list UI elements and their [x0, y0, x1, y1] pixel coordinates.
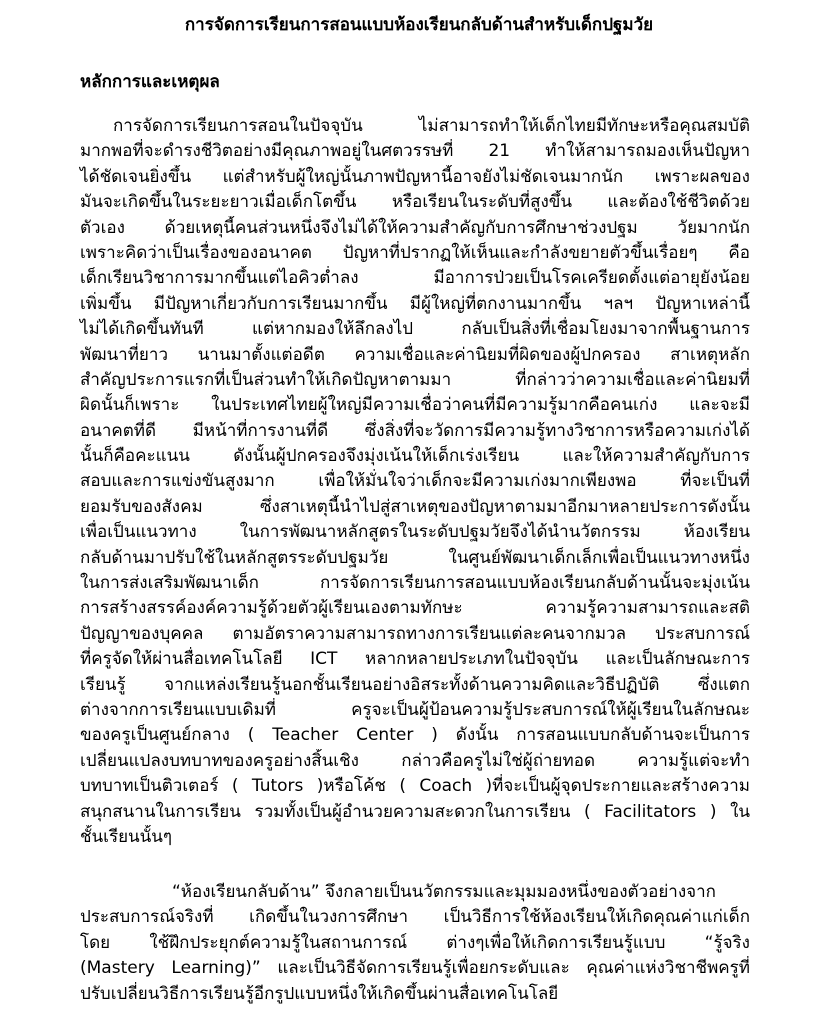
text-line: โดย ใช้ฝึกประยุกต์ความรู้ในสถานการณ์ ต่างๆเพื่อให้เกิดการเรียนรู้แบบ “รู้จริง — [80, 932, 750, 953]
text-line: เพื่อเป็นแนวทาง ในการพัฒนาหลักสูตรในระดับปฐมวัยจึงได้นำนวัตกรรม ห้องเรียน — [80, 522, 750, 543]
document-title: การจัดการเรียนการสอนแบบห้องเรียนกลับด้านสำหรับเด็กปฐมวัย — [184, 15, 654, 35]
text-line: สำคัญประการแรกที่เป็นส่วนทำให้เกิดปัญหาตามมา ที่กล่าวว่าความเชื่อและค่านิยมที่ — [80, 369, 750, 390]
text-line: สอบและการแข่งขันสูงมาก เพื่อให้มั่นใจว่าเด็กจะมีความเก่งมากเพียงพอ ที่จะเป็นที่ — [80, 471, 750, 492]
text-line: ได้ชัดเจนยิ่งขึ้น แต่สำหรับผู้ใหญ่นั้นภาพปัญหานี้อาจยังไม่ชัดเจนมากนัก เพราะผลของ — [80, 166, 750, 187]
text-line: เรียนรู้ จากแหล่งเรียนรู้นอกชั้นเรียนอย่างอิสระทั้งด้านความคิดและวิธีปฏิบัติ ซึ่งแตก — [80, 674, 750, 695]
text-line: ไม่ได้เกิดขึ้นทันที แต่หากมองให้ลึกลงไป กลับเป็นสิ่งที่เชื่อมโยงมาจากพื้นฐานการ — [80, 319, 750, 340]
text-line: อนาคตที่ดี มีหน้าที่การงานที่ดี ซึ่งสิ่งที่จะวัดการมีความรู้ทางวิชาการหรือความเก่งได้ — [80, 420, 750, 441]
text-line: (Mastery Learning)” และเป็นวิธีจัดการเรียนรู้เพื่อยกระดับและ คุณค่าแห่งวิชาชีพครูที่ — [80, 958, 750, 979]
text-line: ในการส่งเสริมพัฒนาเด็ก การจัดการเรียนการสอนแบบห้องเรียนกลับด้านนั้นจะมุ่งเน้น — [80, 573, 750, 594]
text-line: ตัวเอง ด้วยเหตุนี้คนส่วนหนึ่งจึงไม่ได้ให้ความสำคัญกับการศึกษาช่วงปฐม วัยมากนัก — [80, 217, 750, 238]
paragraph-2 — [0, 880, 838, 1007]
paragraph-1 — [0, 114, 838, 850]
text-line: ประสบการณ์จริงที่ เกิดขึ้นในวงการศึกษา เป็นวิธีการใช้ห้องเรียนให้เกิดคุณค่าแก่เด็ก — [80, 907, 750, 928]
text-line: เด็กเรียนวิชาการมากขึ้นแต่ไอคิวต่ำลง มีอาการป่วยเป็นโรคเครียดตั้งแต่อายุยังน้อย — [80, 268, 750, 289]
text-line: ของครูเป็นศูนย์กลาง ( Teacher Center ) ดังนั้น การสอนแบบกลับด้านจะเป็นการ — [80, 725, 750, 746]
text-line: เปลี่ยนแปลงบทบาทของครูอย่างสิ้นเชิง กล่าวคือครูไม่ใช่ผู้ถ่ายทอด ความรู้แต่จะทำ — [80, 750, 750, 771]
text-line: ปัญญาของบุคคล ตามอัตราความสามารถทางการเรียนแต่ละคนจากมวล ประสบการณ์ — [80, 623, 750, 644]
text-line: ปรับเปลี่ยนวิธีการเรียนรู้อีกรูปแบบหนึ่งให้เกิดขึ้นผ่านสื่อเทคโนโลยี — [80, 983, 559, 1004]
text-line: การจัดการเรียนการสอนในปัจจุบัน ไม่สามารถทำให้เด็กไทยมีทักษะหรือคุณสมบัติ — [113, 116, 750, 136]
text-line: กลับด้านมาปรับใช้ในหลักสูตรระดับปฐมวัย ในศูนย์พัฒนาเด็กเล็กเพื่อเป็นแนวทางหนึ่ง — [80, 547, 750, 568]
text-line: มากพอที่จะดำรงชีวิตอย่างมีคุณภาพอยู่ในศตวรรษที่ 21 ทำให้สามารถมองเห็นปัญหา — [80, 141, 750, 162]
text-line: ชั้นเรียนนั้นๆ — [80, 826, 173, 847]
text-line: พัฒนาที่ยาว นานมาตั้งแต่อดีต ความเชื่อและค่านิยมที่ผิดของผู้ปกครอง สาเหตุหลัก — [80, 344, 750, 365]
text-line: บทบาทเป็นติวเตอร์ ( Tutors )หรือโค้ช ( Coach )ที่จะเป็นผู้จุดประกายและสร้างความ — [80, 776, 750, 797]
text-line: “ห้องเรียนกลับด้าน” จึงกลายเป็นนวัตกรรมและมุมมองหนึ่งของตัวอย่างจาก — [172, 882, 716, 902]
section-heading: หลักการและเหตุผล — [80, 72, 220, 92]
text-line: การสร้างสรรค์องค์ความรู้ด้วยตัวผู้เรียนเองตามทักษะ ความรู้ความสามารถและสติ — [80, 598, 750, 619]
text-line: ผิดนั้นก็เพราะ ในประเทศไทยผู้ใหญ่มีความเชื่อว่าคนที่มีความรู้มากคือคนเก่ง และจะมี — [80, 395, 750, 416]
text-line: มันจะเกิดขึ้นในระยะยาวเมื่อเด็กโตขึ้น หรือเรียนในระดับที่สูงขึ้น และต้องใช้ชีวิตด้วย — [80, 192, 750, 213]
text-line: ยอมรับของสังคม ซึ่งสาเหตุนี้นำไปสู่สาเหตุของปัญหาตามมาอีกมาหลายประการดังนั้น — [80, 496, 750, 517]
text-line: เพราะคิดว่าเป็นเรื่องของอนาคต ปัญหาที่ปรากฏให้เห็นและกำลังขยายตัวขึ้นเรื่อยๆ คือ — [80, 242, 750, 263]
text-line: เพิ่มขึ้น มีปัญหาเกี่ยวกับการเรียนมากขึ้น มีผู้ใหญ่ที่ตกงานมากขึ้น ฯลฯ ปัญหาเหล่านี้ — [80, 293, 750, 314]
text-line: สนุกสนานในการเรียน รวมทั้งเป็นผู้อำนวยความสะดวกในการเรียน ( Facilitators ) ใน — [80, 801, 750, 822]
text-line: ที่ครูจัดให้ผ่านสื่อเทคโนโลยี ICT หลากหลายประเภทในปัจจุบัน และเป็นลักษณะการ — [80, 649, 750, 670]
text-line: ต่างจากการเรียนแบบเดิมที่ ครูจะเป็นผู้ป้อนความรู้ประสบการณ์ให้ผู้เรียนในลักษณะ — [80, 699, 750, 720]
text-line: นั้นก็คือคะแนน ดังนั้นผู้ปกครองจึงมุ่งเน้นให้เด็กเร่งเรียน และให้ความสำคัญกับการ — [80, 446, 750, 467]
